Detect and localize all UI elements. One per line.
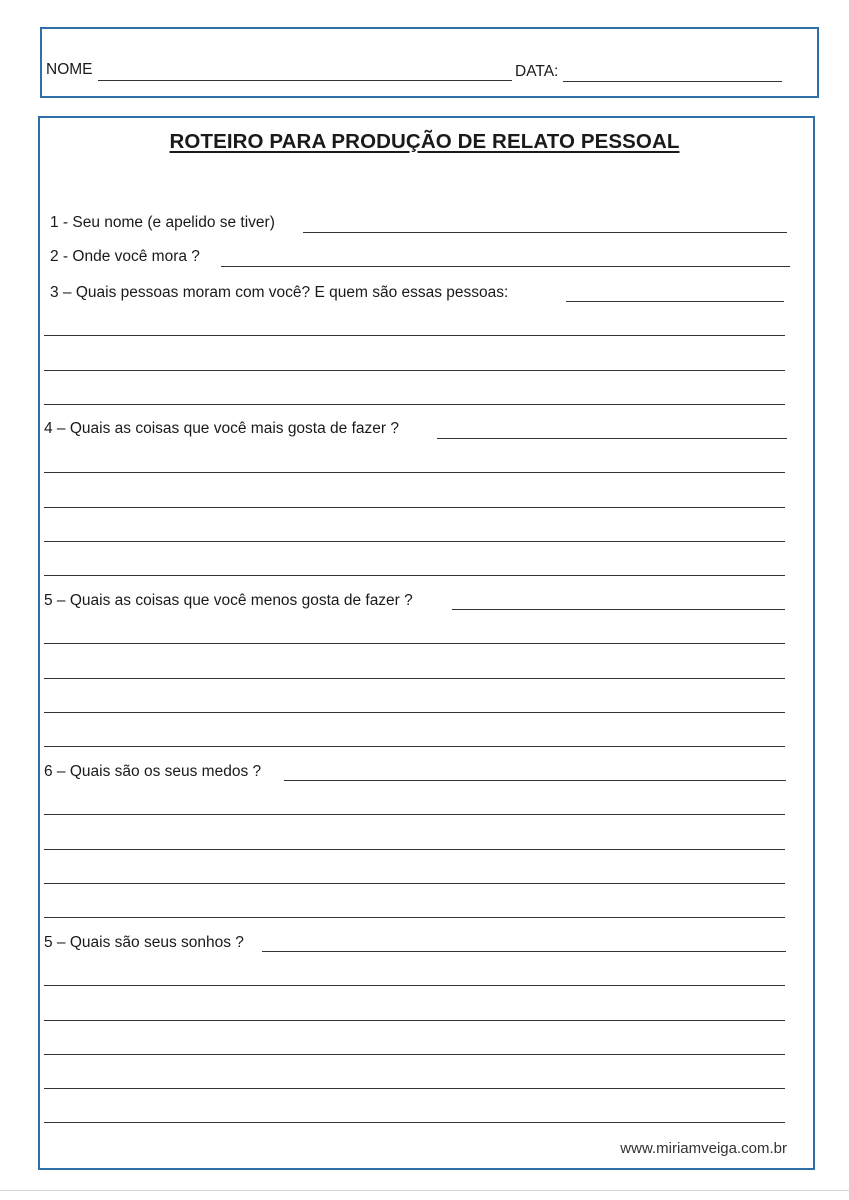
question-2-answer-line[interactable] — [221, 266, 790, 267]
page-edge-divider — [0, 1190, 849, 1191]
question-3-answer-line[interactable] — [566, 301, 784, 302]
answer-line[interactable] — [44, 712, 785, 713]
answer-line[interactable] — [44, 678, 785, 679]
name-field[interactable] — [98, 80, 512, 81]
question-7-label: 5 – Quais são seus sonhos ? — [44, 934, 244, 951]
answer-line[interactable] — [44, 883, 785, 884]
answer-line[interactable] — [44, 575, 785, 576]
answer-line[interactable] — [44, 1054, 785, 1055]
answer-line[interactable] — [44, 985, 785, 986]
question-1-label: 1 - Seu nome (e apelido se tiver) — [50, 214, 275, 231]
question-7-answer-line[interactable] — [262, 951, 786, 952]
answer-line[interactable] — [44, 643, 785, 644]
question-2-label: 2 - Onde você mora ? — [50, 248, 200, 265]
date-label: DATA: — [515, 63, 559, 80]
answer-line[interactable] — [44, 814, 785, 815]
answer-line[interactable] — [44, 507, 785, 508]
website-footer: www.miriamveiga.com.br — [620, 1140, 787, 1157]
question-4-answer-line[interactable] — [437, 438, 787, 439]
question-5-answer-line[interactable] — [452, 609, 785, 610]
answer-line[interactable] — [44, 335, 785, 336]
answer-line[interactable] — [44, 541, 785, 542]
page-title: ROTEIRO PARA PRODUÇÃO DE RELATO PESSOAL — [169, 130, 680, 153]
header-box — [40, 27, 819, 98]
question-5-label: 5 – Quais as coisas que você menos gosta de fazer ? — [44, 592, 413, 609]
question-6-answer-line[interactable] — [284, 780, 786, 781]
answer-line[interactable] — [44, 1020, 785, 1021]
question-3-label: 3 – Quais pessoas moram com você? E quem são essas pessoas: — [50, 284, 509, 301]
answer-line[interactable] — [44, 472, 785, 473]
answer-line[interactable] — [44, 404, 785, 405]
question-1-answer-line[interactable] — [303, 232, 787, 233]
answer-line[interactable] — [44, 1122, 785, 1123]
answer-line[interactable] — [44, 370, 785, 371]
answer-line[interactable] — [44, 849, 785, 850]
answer-line[interactable] — [44, 746, 785, 747]
name-label: NOME — [46, 61, 93, 78]
date-field[interactable] — [563, 81, 782, 82]
question-4-label: 4 – Quais as coisas que você mais gosta de fazer ? — [44, 420, 399, 437]
answer-line[interactable] — [44, 1088, 785, 1089]
question-6-label: 6 – Quais são os seus medos ? — [44, 763, 262, 780]
answer-line[interactable] — [44, 917, 785, 918]
